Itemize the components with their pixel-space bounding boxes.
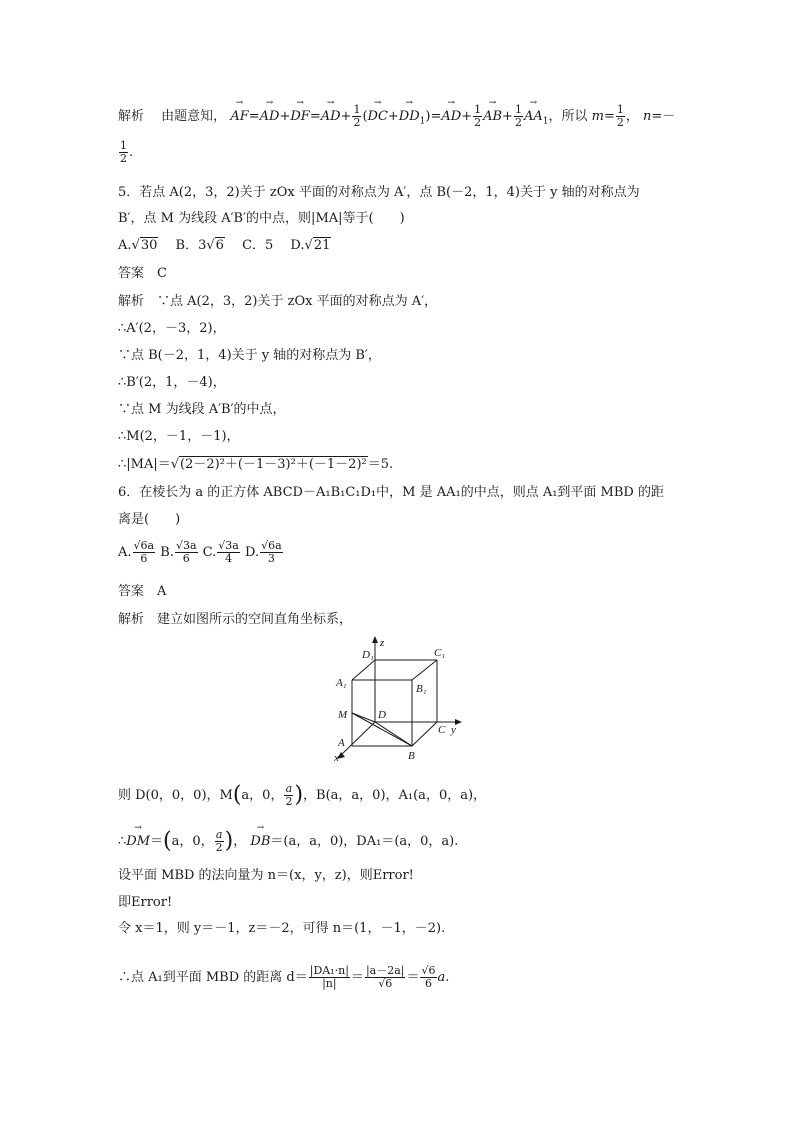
q5-solution-5: ∵点 M 为线段 A′B′的中点， (118, 402, 286, 417)
q5-answer: 答案 C (118, 266, 167, 281)
header-derivation: 解析 由题意知， → AF=→ AD+→ DF=→ AD+ $\frac{1}{2}$ (→ $DC+\to DD_1)=\to AD+$ $\frac{1}{2}$ → AB+ $\frac{1}{2}$ → $AA_1$，所以 m= $\frac{1}{2}$ ， n=－ (118, 104, 675, 131)
header-fraction-wrap: $\frac{1}{2}$ . (120, 139, 134, 165)
q6-options: A. $\frac{√6a}{6}$ B. $\frac{√3a}{6}$ C. $\frac{√3a}{4}$ D. $\frac{√6a}{3}$ (118, 539, 282, 565)
label-d1: D₁ (362, 649, 374, 661)
label-a: A (338, 737, 345, 749)
label-y: y (451, 724, 456, 736)
q6-vectors: ∴→ DM＝(a，0， $\frac{a}{2}$ )， → DB＝(a，a，0)，DA₁＝(a，0，a). (118, 829, 458, 854)
q6-stem-line-2: 离是( ) (118, 512, 181, 527)
q6-solution-1: 解析 建立如图所示的空间直角坐标系， (118, 612, 353, 627)
q6-answer: 答案 A (118, 584, 167, 599)
label-c1: C₁ (434, 647, 446, 659)
z-arrow (372, 636, 378, 643)
q5-stem-line-2: B′，点 M 为线段 A′B′的中点，则|MA|等于( ) (118, 211, 405, 226)
q6-ji: 即Error! (118, 895, 173, 910)
q6-stem-line-1: 6．在棱长为 a 的正方体 ABCD－A₁B₁C₁D₁中，M 是 AA₁的中点，则点 A₁到平面 MBD 的距 (118, 485, 664, 500)
q5-solution-1: 解析 ∵点 A(2，3，2)关于 zOx 平面的对称点为 A′， (118, 294, 438, 309)
q6-ling: 令 x＝1，则 y＝－1，z＝－2，可得 n＝(1，－1，－2). (118, 921, 446, 936)
label-x: x (334, 752, 339, 764)
label-c: C (438, 724, 446, 736)
q6-normal: 设平面 MBD 的法向量为 n＝(x，y，z)，则Error! (118, 868, 414, 883)
label-m: M (338, 709, 348, 721)
q6-distance: ∴点 A₁到平面 MBD 的距离 d＝ $\frac{\text{|DA₁·n|}}{|n|}$ ＝ $\frac{|a-2a|}{√6}$ ＝ $\frac{√6}{6}$ a. (118, 964, 450, 990)
label-a1: A₁ (336, 677, 347, 689)
q5-solution-4: ∴B′(2，1，－4)， (118, 375, 226, 390)
edge-b-c (412, 722, 437, 746)
x-axis (340, 722, 375, 756)
edge-a1-d1 (352, 660, 375, 680)
label-b: B (408, 750, 415, 762)
y-arrow (455, 719, 462, 725)
label-z: z (380, 637, 385, 649)
q5-solution-7: ∴|MA|＝√(2－2)²＋(－1－3)²＋(－1－2)²＝5. (118, 457, 394, 472)
q5-solution-2: ∴A′(2，－3，2)， (118, 321, 226, 336)
q5-options: A.√30 B．3√6 C．5 D.√21 (118, 238, 331, 253)
q5-solution-6: ∴M(2，－1，－1)， (118, 429, 240, 444)
edge-b1-c1 (412, 660, 437, 680)
label-b1: B₁ (416, 683, 427, 695)
q6-coords: 则 D(0，0，0)，M(a，0， $\frac{a}{2}$ )，B(a，a，0)，A₁(a，0，a)， (118, 782, 487, 808)
q5-stem-line-1: 5．若点 A(2，3，2)关于 zOx 平面的对称点为 A′，点 B(－2，1，4)关于 y 轴的对称点为 (118, 185, 640, 200)
q5-solution-3: ∵点 B(－2，1，4)关于 y 轴的对称点为 B′， (118, 348, 381, 363)
segment-d-b (375, 722, 412, 746)
label-d: D (378, 709, 386, 721)
cube-coordinate-figure (330, 636, 480, 766)
